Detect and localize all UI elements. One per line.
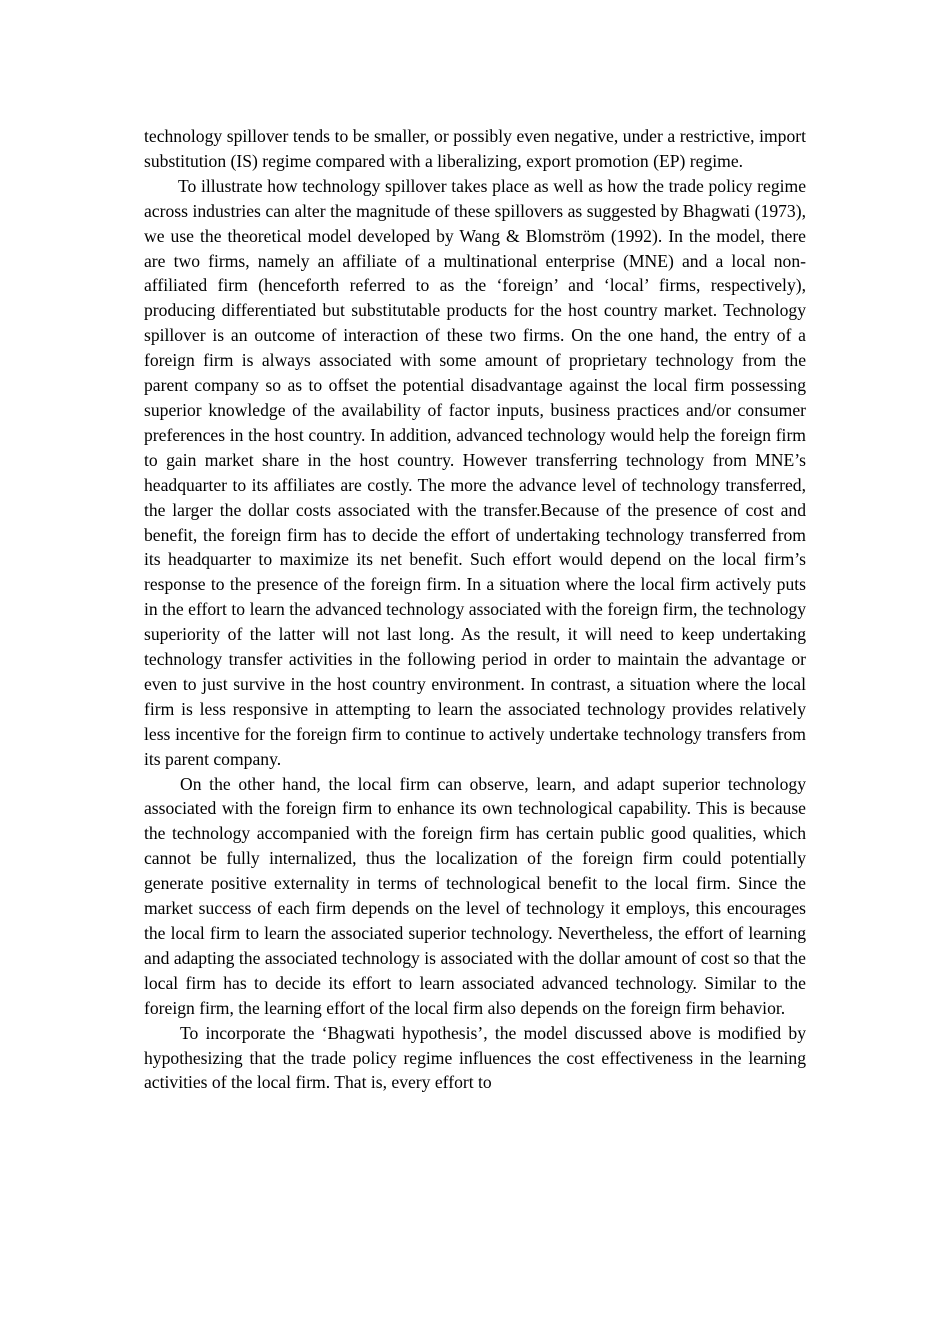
paragraph-continuation: technology spillover tends to be smaller, or possibly even negative, under a restrictive, import substitution (IS) regime compared with a liberalizing, export promotion (EP) regime. [144,126,806,171]
paragraph-spillover-model: To illustrate how technology spillover takes place as well as how the trade policy regime across industries can alter the magnitude of these spillovers as suggested by Bhagwati (1973), we use the theoretical model developed by Wang & Blomström (1992). In the model, there are two firms, namely an affiliate of a multinational enterprise (MNE) and a local non-affiliated firm (henceforth referred to as the ‘foreign’ and ‘local’ firms, respectively), producing differentiated but substitutable products for the host country market. Technology spillover is an outcome of interaction of these two firms. On the one hand, the entry of a foreign firm is always associated with some amount of proprietary technology from the parent company so as to offset the potential disadvantage against the local firm possessing superior knowledge of the availability of factor inputs, business practices and/or consumer preferences in the host country. In addition, advanced technology would help the foreign firm to gain market share in the host country. However transferring technology from MNE’s headquarter to its affiliates are costly. The more the advance level of technology transferred, the larger the dollar costs associated with the transfer.Because of the presence of cost and benefit, the foreign firm has to decide the effort of undertaking technology transferred from its headquarter to maximize its net benefit. Such effort would depend on the local firm’s response to the presence of the foreign firm. In a situation where the local firm actively puts in the effort to learn the advanced technology associated with the foreign firm, the technology superiority of the latter will not last long. As the result, it will need to keep undertaking technology transfer activities in the following period in order to maintain the advantage or even to just survive in the host country environment. In contrast, a situation where the local firm is less responsive in attempting to learn the associated technology provides relatively less incentive for the foreign firm to continue to actively undertake technology transfers from its parent company. [144,175,806,769]
paragraph-local-firm: On the other hand, the local firm can observe, learn, and adapt superior technology associated with the foreign firm to enhance its own technological capability. This is because the technology accompanied with the foreign firm has certain public good qualities, which cannot be fully internalized, thus the localization of the foreign firm could potentially generate positive externality in terms of technological benefit to the local firm. Since the market success of each firm depends on the level of technology it employs, this encourages the local firm to learn the associated superior technology. Nevertheless, the effort of learning and adapting the associated technology is associated with the dollar amount of cost so that the local firm has to decide its effort to learn associated advanced technology. Similar to the foreign firm, the learning effort of the local firm also depends on the foreign firm behavior. [144,773,806,1018]
paragraph-bhagwati-hypothesis: To incorporate the ‘Bhagwati hypothesis’, the model discussed above is modified by hypothesizing that the trade policy regime influences the cost effectiveness in the learning activities of the local firm. That is, every effort to [144,1022,806,1093]
body-text [144,124,806,1095]
